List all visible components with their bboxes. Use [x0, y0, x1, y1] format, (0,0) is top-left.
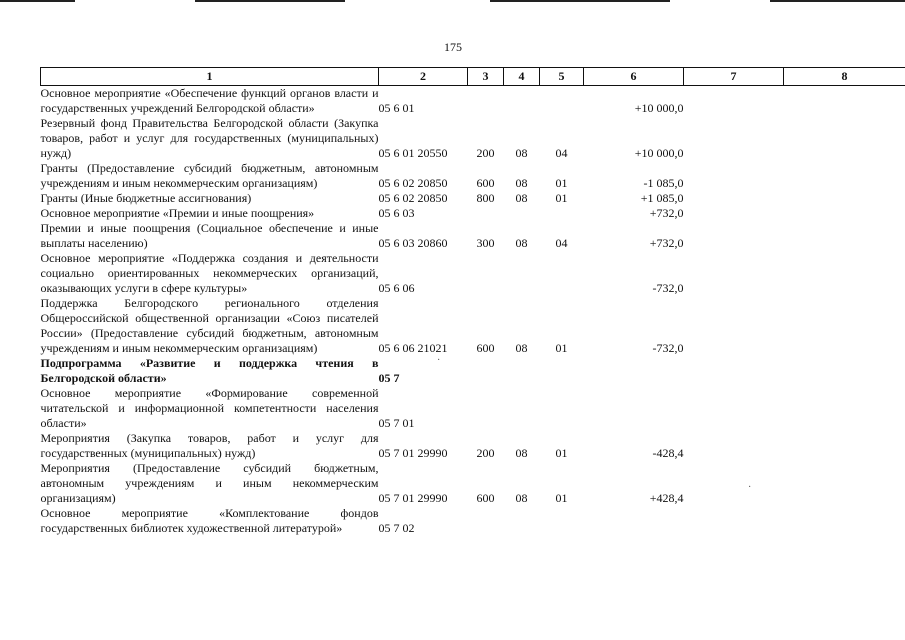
scan-speck: · [437, 355, 441, 366]
subsection-cell: 01 [555, 341, 568, 355]
amount-cell: +1 085,0 [640, 191, 684, 205]
row-name-cell: Поддержка Белгородского регионального отделения Общероссийской общественной организации «Союз писателей России» (Предоставление субсидий бюджетным, автономным учреждениям и иным некоммерческим организациям) [40, 296, 379, 355]
target-code-cell: 05 7 01 29990 [378, 446, 448, 460]
row-name-cell: Гранты (Предоставление субсидий бюджетным, автономным учреждениям и иным некоммерческим организациям) [40, 161, 379, 190]
subsection-cell: 04 [555, 236, 568, 250]
section-cell [504, 251, 540, 296]
column-8-cell [784, 251, 905, 296]
section-cell [504, 356, 540, 386]
target-code-cell: 05 6 02 20850 [378, 191, 448, 205]
amount-cell: +428,4 [649, 491, 684, 505]
table-row [41, 161, 905, 191]
column-8-cell [784, 296, 905, 356]
subsection-cell: 01 [555, 491, 568, 505]
column-8-cell [784, 356, 905, 386]
target-code-cell: 05 6 06 [378, 281, 415, 295]
target-code-cell: 05 6 02 20850 [378, 176, 448, 190]
expense-type-cell: 600 [476, 341, 495, 355]
subsection-cell [540, 206, 584, 221]
row-name-cell: Основное мероприятие «Комплектование фондов государственных библиотек художественной литературой» [40, 506, 379, 535]
column-7-cell [684, 386, 784, 431]
expense-type-cell [468, 251, 504, 296]
column-8-cell [784, 86, 905, 117]
top-border-line [770, 0, 905, 2]
section-cell: 08 [515, 341, 528, 355]
column-7-cell [684, 461, 784, 506]
target-code-cell: 05 6 03 [378, 206, 415, 220]
expense-type-cell: 600 [476, 176, 495, 190]
table-row [41, 221, 905, 251]
amount-cell [584, 356, 684, 386]
row-name-cell: Основное мероприятие «Поддержка создания и деятельности социально ориентированных некоммерческих организаций, оказывающих услуги в сфере культуры» [40, 251, 379, 295]
top-border-line [0, 0, 75, 2]
section-cell [504, 506, 540, 536]
row-name-cell: Премии и иные поощрения (Социальное обеспечение и иные выплаты населению) [40, 221, 379, 250]
expense-type-cell [468, 356, 504, 386]
top-border-line [490, 0, 670, 2]
row-name-cell: Резервный фонд Правительства Белгородской области (Закупка товаров, работ и услуг для государственных (муниципальных) нужд) [40, 116, 379, 160]
table-row [41, 431, 905, 461]
column-header: 7 [684, 68, 784, 86]
column-7-cell [684, 206, 784, 221]
column-8-cell [784, 386, 905, 431]
target-code-cell: 05 7 02 [378, 521, 415, 535]
budget-table [40, 67, 905, 536]
header-row [41, 68, 905, 86]
table-row [41, 206, 905, 221]
expense-type-cell: 600 [476, 491, 495, 505]
section-cell: 08 [515, 491, 528, 505]
amount-cell: -428,4 [652, 446, 684, 460]
table-row [41, 251, 905, 296]
section-cell: 08 [515, 446, 528, 460]
column-header: 4 [504, 68, 540, 86]
target-code-cell: 05 6 06 21021 [378, 341, 448, 355]
subsection-cell [540, 251, 584, 296]
target-code-cell: 05 7 [378, 371, 400, 385]
section-cell: 08 [515, 236, 528, 250]
expense-type-cell: 800 [476, 191, 495, 205]
row-name-cell: Основное мероприятие «Премии и иные поощрения» [40, 206, 315, 220]
section-cell: 08 [515, 176, 528, 190]
column-8-cell [784, 461, 905, 506]
scan-speck: · [748, 482, 752, 493]
expense-type-cell: 300 [476, 236, 495, 250]
expense-type-cell: 200 [476, 146, 495, 160]
column-8-cell [784, 161, 905, 191]
table-row [41, 386, 905, 431]
target-code-cell: 05 6 01 20550 [378, 146, 448, 160]
column-header: 8 [784, 68, 905, 86]
amount-cell: +732,0 [649, 236, 684, 250]
row-name-cell: Подпрограмма «Развитие и поддержка чтения в Белгородской области» [40, 356, 379, 385]
column-8-cell [784, 206, 905, 221]
subsection-cell: 04 [555, 146, 568, 160]
row-name-cell: Основное мероприятие «Обеспечение функций органов власти и государственных учреждений Белгородской области» [40, 86, 379, 115]
subsection-cell [540, 86, 584, 117]
column-header: 2 [379, 68, 468, 86]
table-row [41, 461, 905, 506]
table-row [41, 86, 905, 117]
column-8-cell [784, 191, 905, 206]
column-header: 5 [540, 68, 584, 86]
target-code-cell: 05 6 03 20860 [378, 236, 448, 250]
section-cell [504, 386, 540, 431]
column-7-cell [684, 221, 784, 251]
row-name-cell: Мероприятия (Закупка товаров, работ и услуг для государственных (муниципальных) нужд) [40, 431, 379, 460]
amount-cell [584, 386, 684, 431]
amount-cell: -732,0 [652, 281, 684, 295]
amount-cell: -732,0 [652, 341, 684, 355]
subsection-cell [540, 506, 584, 536]
table-row [41, 191, 905, 206]
column-8-cell [784, 431, 905, 461]
top-border-line [195, 0, 345, 2]
column-7-cell [684, 296, 784, 356]
column-header: 1 [41, 68, 379, 86]
table-row [41, 506, 905, 536]
section-cell: 08 [515, 191, 528, 205]
amount-cell: -1 085,0 [643, 176, 684, 190]
target-code-cell: 05 7 01 [378, 416, 415, 430]
expense-type-cell: 200 [476, 446, 495, 460]
column-8-cell [784, 221, 905, 251]
column-header: 6 [584, 68, 684, 86]
column-7-cell [684, 431, 784, 461]
column-7-cell [684, 191, 784, 206]
column-header: 3 [468, 68, 504, 86]
amount-cell: +732,0 [649, 206, 684, 220]
subsection-cell: 01 [555, 446, 568, 460]
row-name-cell: Основное мероприятие «Формирование современной читательской и информационной компетентности населения области» [40, 386, 379, 430]
amount-cell: +10 000,0 [634, 146, 684, 160]
amount-cell: +10 000,0 [634, 101, 684, 115]
table-row [41, 356, 905, 386]
column-7-cell [684, 161, 784, 191]
page-number: 175 [444, 40, 462, 54]
expense-type-cell [468, 506, 504, 536]
target-code-cell: 05 6 01 [378, 101, 415, 115]
column-8-cell [784, 116, 905, 161]
subsection-cell [540, 356, 584, 386]
subsection-cell: 01 [555, 191, 568, 205]
column-7-cell [684, 251, 784, 296]
column-7-cell [684, 506, 784, 536]
column-7-cell [684, 86, 784, 117]
section-cell: 08 [515, 146, 528, 160]
expense-type-cell [468, 386, 504, 431]
section-cell [504, 86, 540, 117]
target-code-cell: 05 7 01 29990 [378, 491, 448, 505]
subsection-cell: 01 [555, 176, 568, 190]
expense-type-cell [468, 206, 504, 221]
amount-cell [584, 506, 684, 536]
row-name-cell: Мероприятия (Предоставление субсидий бюджетным, автономным учреждениям и иным некоммерческим организациям) [40, 461, 379, 505]
column-7-cell [684, 356, 784, 386]
table-row [41, 296, 905, 356]
column-8-cell [784, 506, 905, 536]
row-name-cell: Гранты (Иные бюджетные ассигнования) [40, 191, 252, 205]
expense-type-cell [468, 86, 504, 117]
table-row [41, 116, 905, 161]
column-7-cell [684, 116, 784, 161]
subsection-cell [540, 386, 584, 431]
section-cell [504, 206, 540, 221]
